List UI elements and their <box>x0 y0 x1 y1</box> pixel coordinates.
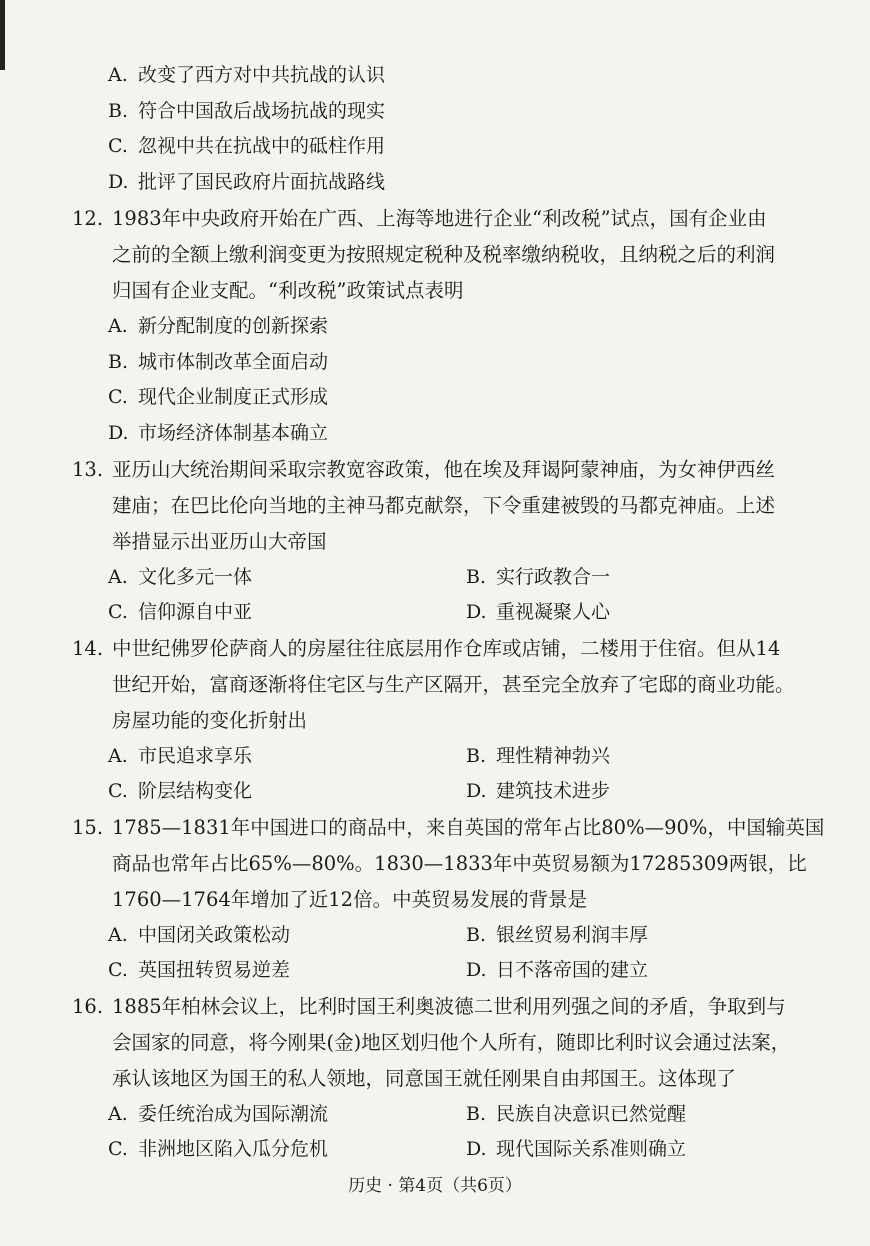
q14-option-a: A. 市民追求享乐 <box>108 745 253 767</box>
q14-option-c: C. 阶层结构变化 <box>108 780 253 802</box>
question-text-line: 归国有企业支配。“利改税”政策试点表明 <box>112 279 464 302</box>
q11-option-a: A. 改变了西方对中共抗战的认识 <box>108 64 386 86</box>
question-text-line: 1760—1764年增加了近12倍。中英贸易发展的背景是 <box>112 888 588 911</box>
scan-edge-mark <box>0 0 5 70</box>
question-text-line: 1885年柏林会议上，比利时国王利奥波德二世利用列强之间的矛盾，争取到与 <box>112 995 786 1018</box>
q12-option-a: A. 新分配制度的创新探索 <box>108 315 329 337</box>
q16-option-a: A. 委任统治成为国际潮流 <box>108 1103 329 1125</box>
q15-option-c: C. 英国扭转贸易逆差 <box>108 959 291 981</box>
question-text-line: 建庙；在巴比伦向当地的主神马都克献祭，下令重建被毁的马都克神庙。上述 <box>112 494 776 517</box>
question-text-line: 中世纪佛罗伦萨商人的房屋往往底层用作仓库或店铺，二楼用于住宿。但从14 <box>112 637 781 660</box>
question-number: 14. <box>72 637 104 660</box>
question-number: 12. <box>72 207 104 230</box>
q12-option-b: B. 城市体制改革全面启动 <box>108 351 329 373</box>
question-text-line: 举措显示出亚历山大帝国 <box>112 530 327 553</box>
q16-option-b: B. 民族自决意识已然觉醒 <box>466 1103 687 1125</box>
question-text-line: 房屋功能的变化折射出 <box>112 709 308 732</box>
question-text-line: 亚历山大统治期间采取宗教宽容政策，他在埃及拜谒阿蒙神庙，为女神伊西丝 <box>112 458 776 481</box>
question-text-line: 世纪开始，富商逐渐将住宅区与生产区隔开，甚至完全放弃了宅邸的商业功能。 <box>112 673 795 696</box>
question-12 <box>72 201 802 309</box>
question-text-line: 1785—1831年中国进口的商品中，来自英国的常年占比80%—90%，中国输英国 <box>112 816 825 839</box>
question-text-line: 商品也常年占比65%—80%。1830—1833年中英贸易额为17285309两银，比 <box>112 852 807 875</box>
q15-option-b: B. 银丝贸易利润丰厚 <box>466 924 649 946</box>
question-text-line: 1983年中央政府开始在广西、上海等地进行企业“利改税”试点，国有企业由 <box>112 207 767 230</box>
question-13 <box>72 452 802 560</box>
q13-option-d: D. 重视凝聚人心 <box>466 601 611 623</box>
q12-option-c: C. 现代企业制度正式形成 <box>108 386 329 408</box>
question-text-line: 承认该地区为国王的私人领地，同意国王就任刚果自由邦国王。这体现了 <box>112 1067 737 1090</box>
q13-option-a: A. 文化多元一体 <box>108 566 253 588</box>
q13-option-c: C. 信仰源自中亚 <box>108 601 253 623</box>
question-number: 16. <box>72 995 104 1018</box>
q11-option-d: D. 批评了国民政府片面抗战路线 <box>108 171 386 193</box>
question-15 <box>72 810 825 918</box>
q14-option-d: D. 建筑技术进步 <box>466 780 611 802</box>
q12-option-d: D. 市场经济体制基本确立 <box>108 422 329 444</box>
q11-option-c: C. 忽视中共在抗战中的砥柱作用 <box>108 135 386 157</box>
question-text-line: 之前的全额上缴利润变更为按照规定税种及税率缴纳税收，且纳税之后的利润 <box>112 243 776 266</box>
q16-option-d: D. 现代国际关系准则确立 <box>466 1138 687 1160</box>
q15-option-a: A. 中国闭关政策松动 <box>108 924 291 946</box>
page-footer: 历史 · 第4页（共6页） <box>348 1176 522 1196</box>
question-16 <box>72 989 802 1097</box>
q14-option-b: B. 理性精神勃兴 <box>466 745 611 767</box>
q16-option-c: C. 非洲地区陷入瓜分危机 <box>108 1138 329 1160</box>
q15-option-d: D. 日不落帝国的建立 <box>466 959 649 981</box>
q11-option-b: B. 符合中国敌后战场抗战的现实 <box>108 100 386 122</box>
question-number: 13. <box>72 458 104 481</box>
question-14 <box>72 631 802 739</box>
question-text-line: 会国家的同意，将今刚果(金)地区划归他个人所有，随即比利时议会通过法案， <box>112 1031 791 1054</box>
question-number: 15. <box>72 816 104 839</box>
q13-option-b: B. 实行政教合一 <box>466 566 611 588</box>
